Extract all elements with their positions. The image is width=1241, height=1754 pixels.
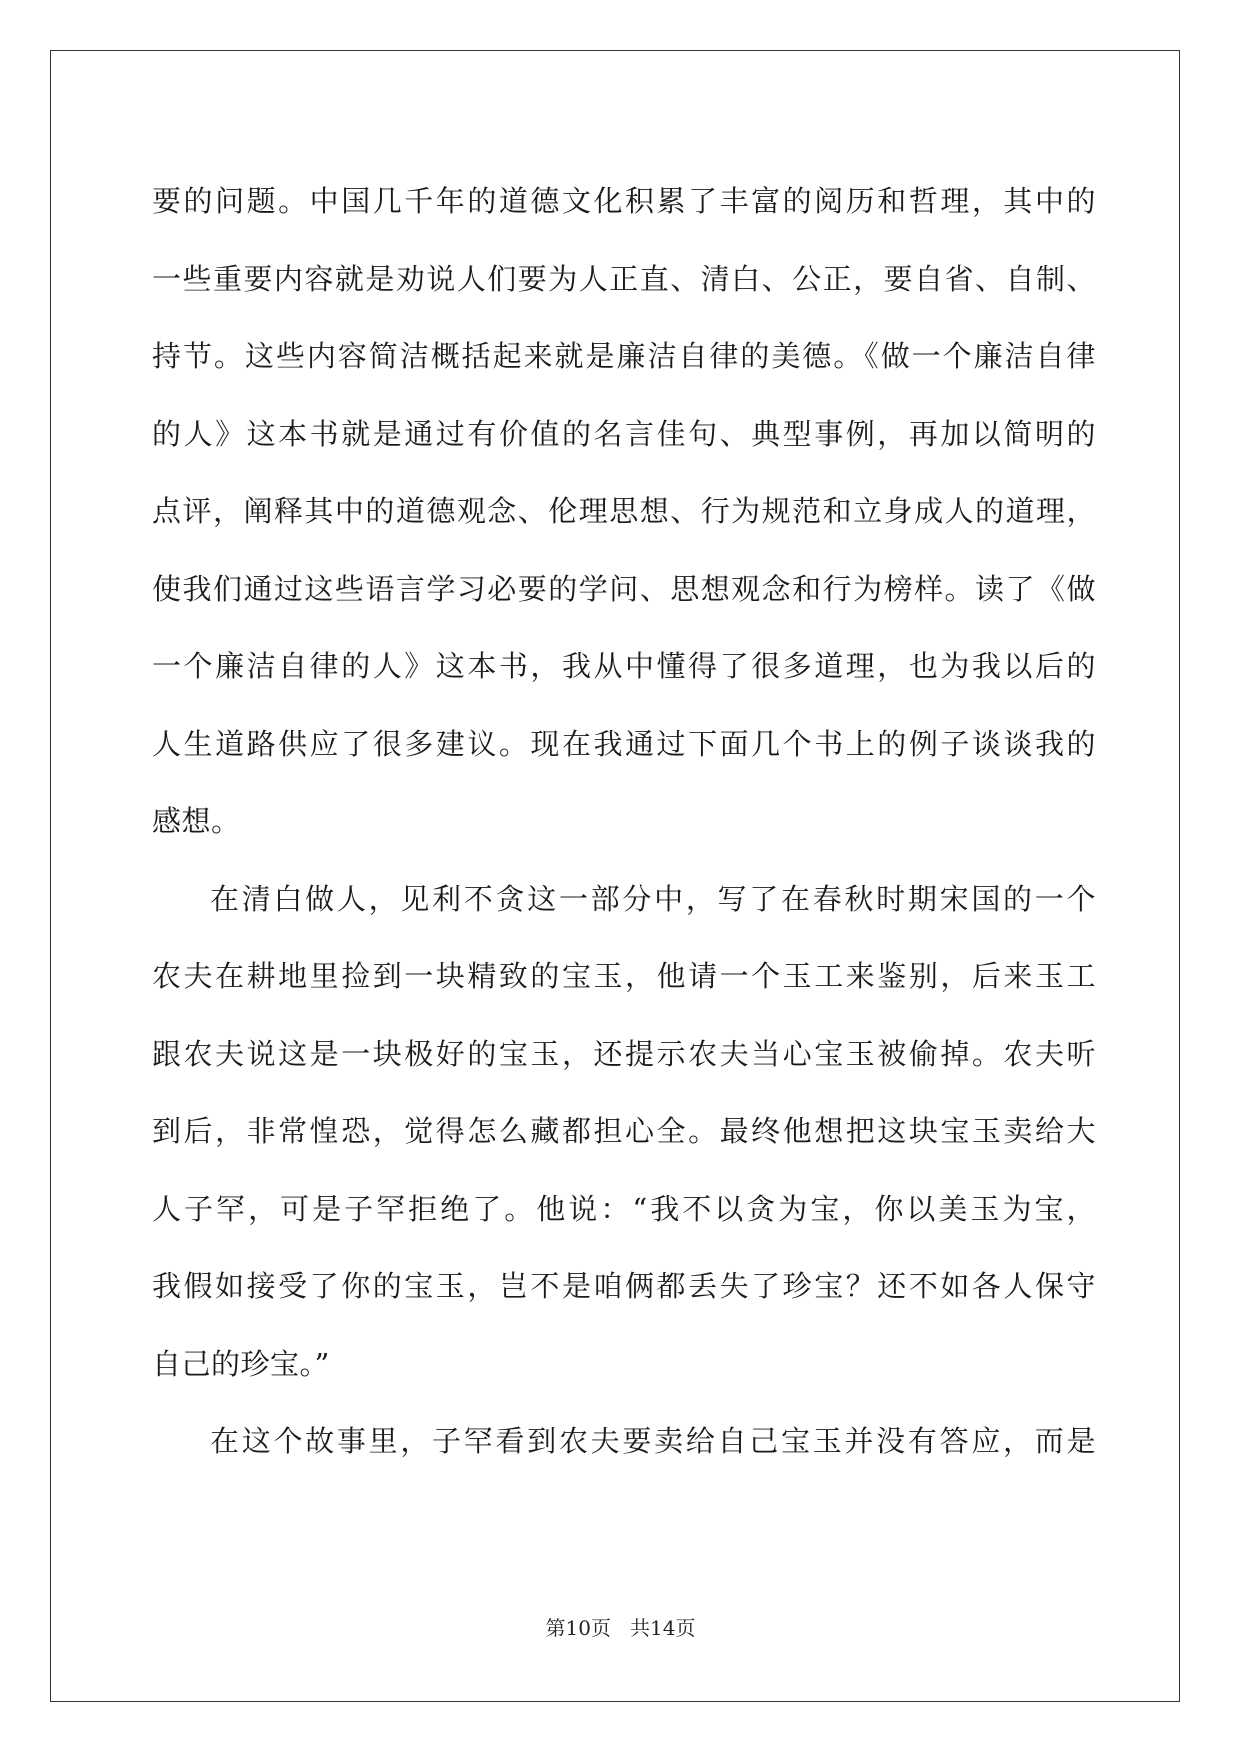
text-line: 我假如接受了你的宝玉，岂不是咱俩都丢失了珍宝？还不如各人保守 (152, 1269, 1096, 1303)
page-total: 共14页 (630, 1616, 696, 1640)
document-body (152, 163, 1096, 1481)
text-line: 农夫在耕地里捡到一块精致的宝玉，他请一个玉工来鉴别，后来玉工 (152, 959, 1096, 993)
text-line: 到后，非常惶恐，觉得怎么藏都担心全。最终他想把这块宝玉卖给大 (152, 1114, 1096, 1148)
text-line: 点评，阐释其中的道德观念、伦理思想、行为规范和立身成人的道理， (152, 494, 1096, 528)
text-line: 要的问题。中国几千年的道德文化积累了丰富的阅历和哲理，其中的 (152, 184, 1096, 218)
text-line: 在清白做人，见利不贪这一部分中，写了在春秋时期宋国的一个 (210, 881, 1096, 916)
text-line: 一个廉洁自律的人》这本书，我从中懂得了很多道理，也为我以后的 (152, 649, 1096, 683)
text-line: 的人》这本书就是通过有价值的名言佳句、典型事例，再加以简明的 (152, 416, 1096, 451)
text-line: 人生道路供应了很多建议。现在我通过下面几个书上的例子谈谈我的 (152, 726, 1096, 761)
text-line: 跟农夫说这是一块极好的宝玉，还提示农夫当心宝玉被偷掉。农夫听 (152, 1036, 1096, 1071)
text-line: 在这个故事里，子罕看到农夫要卖给自己宝玉并没有答应，而是 (210, 1424, 1096, 1458)
page-footer (0, 1612, 1241, 1641)
text-line: 持节。这些内容简洁概括起来就是廉洁自律的美德。《做一个廉洁自律 (152, 339, 1096, 373)
text-line: 感想。 (152, 804, 241, 838)
text-line: 使我们通过这些语言学习必要的学问、思想观念和行为榜样。读了《做 (152, 571, 1096, 606)
page-number: 第10页 (545, 1616, 611, 1640)
text-line: 人子罕，可是子罕拒绝了。他说：“我不以贪为宝，你以美玉为宝， (152, 1191, 1096, 1226)
text-line: 一些重要内容就是劝说人们要为人正直、清白、公正，要自省、自制、 (152, 261, 1096, 296)
text-line: 自己的珍宝。” (152, 1346, 330, 1381)
